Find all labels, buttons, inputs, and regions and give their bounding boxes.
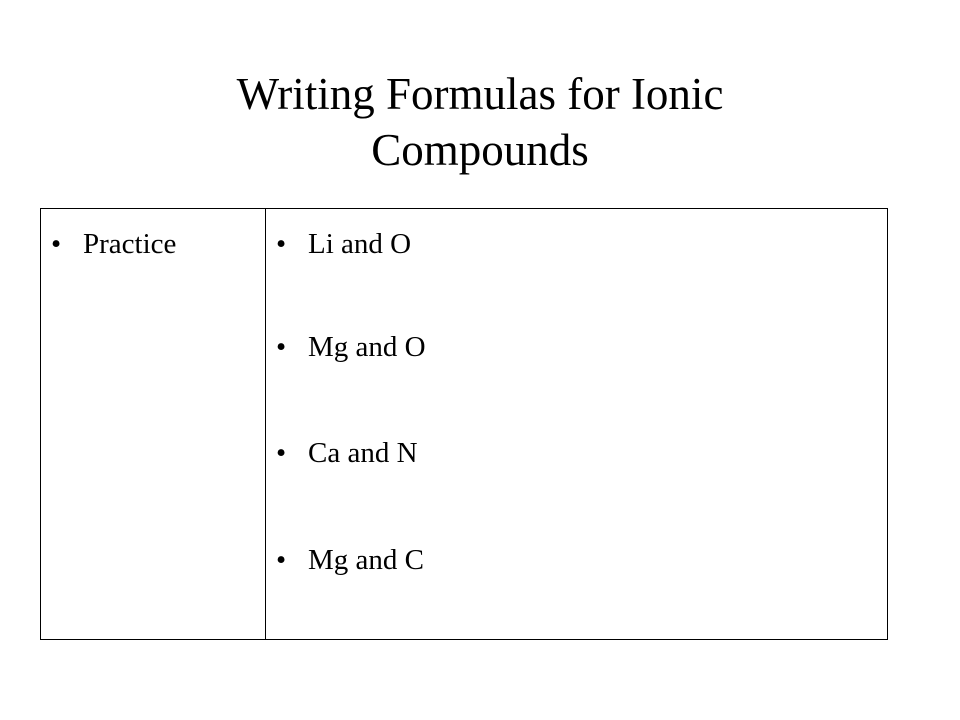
bullet-icon: • — [276, 437, 287, 469]
practice-label: Practice — [83, 228, 177, 260]
list-item-text: Mg and O — [308, 331, 426, 363]
slide-title — [0, 66, 960, 178]
list-item-text: Li and O — [308, 228, 412, 260]
slide-title-line-2: Compounds — [371, 125, 589, 175]
bullet-icon: • — [276, 228, 287, 260]
left-cell — [41, 209, 265, 639]
bullet-icon: • — [276, 544, 287, 576]
list-item-text: Ca and N — [308, 437, 418, 469]
bullet-icon: • — [276, 331, 287, 363]
list-item-text: Mg and C — [308, 544, 424, 576]
right-cell — [266, 209, 887, 639]
bullet-icon: • — [51, 228, 62, 260]
slide-title-line-1: Writing Formulas for Ionic — [236, 69, 724, 119]
content-table — [40, 208, 888, 640]
